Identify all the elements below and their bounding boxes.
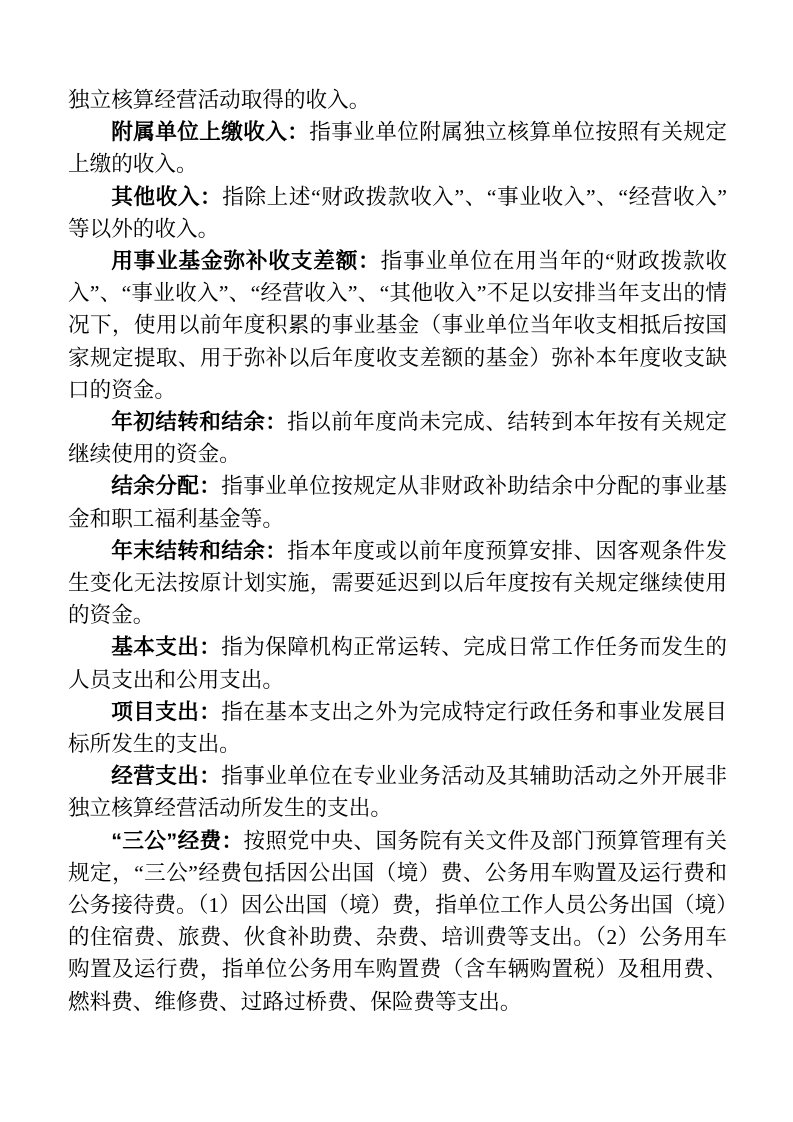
definition-term: “三公”经费：: [111, 827, 244, 853]
definition-paragraph: [68, 825, 727, 1018]
definition-term: 经营支出：: [111, 763, 222, 789]
definition-text: 指在基本支出之外为完成特定行政任务和事业发展目标所发生的支出。: [68, 699, 727, 757]
definition-paragraph: [68, 631, 727, 695]
definition-paragraph: [68, 470, 727, 534]
definition-term: 结余分配：: [111, 473, 222, 499]
definition-term: 附属单位上缴收入：: [111, 119, 310, 145]
definition-text: 指以前年度尚未完成、结转到本年按有关规定继续使用的资金。: [68, 410, 727, 467]
definition-paragraph: [68, 181, 727, 245]
definition-term: 项目支出：: [111, 698, 222, 724]
paragraph-list: [68, 116, 727, 1018]
definition-paragraph: [68, 535, 727, 632]
definition-term: 用事业基金弥补收支差额：: [111, 248, 381, 274]
definition-text: 指事业单位在用当年的“财政拨款收入”、“事业收入”、“经营收入”、“其他收入”不足以安排当年支出的情况下，使用以前年度积累的事业基金（事业单位当年收支相抵后按国家规定提取、用于弥补以后年度收支差额的基金）弥补本年度收支缺口的资金。: [68, 249, 727, 402]
definition-text: 指事业单位按规定从非财政补助结余中分配的事业基金和职工福利基金等。: [68, 474, 727, 531]
definition-paragraph: [68, 760, 727, 824]
definition-term: 年初结转和结余：: [111, 409, 288, 435]
definition-paragraph: [68, 116, 727, 180]
definition-text: 指本年度或以前年度预算安排、因客观条件发生变化无法按原计划实施，需要延迟到以后年度按有关规定继续使用的资金。: [68, 538, 727, 628]
definition-text: 指事业单位附属独立核算单位按照有关规定上缴的收入。: [68, 120, 727, 177]
definition-term: 年末结转和结余：: [111, 537, 288, 563]
paragraph-continuation: 独立核算经营活动取得的收入。: [68, 88, 371, 112]
definition-text: 按照党中央、国务院有关文件及部门预算管理有关规定，“三公”经费包括因公出国（境）费、公务用车购置及运行费和公务接待费。（1）因公出国（境）费，指单位工作人员公务出国（境）的住宿费、旅费、伙食补助费、杂费、培训费等支出。（2）公务用车购置及运行费，指单位公务用车购置费（含车辆购置税）及租用费、燃料费、维修费、过路过桥费、保险费等支出。: [68, 828, 727, 1014]
definition-paragraph: [68, 245, 727, 406]
definition-paragraph: [68, 696, 727, 760]
definition-paragraph: [68, 406, 727, 470]
text-block: [68, 84, 727, 1018]
definition-text: 指为保障机构正常运转、完成日常工作任务而发生的人员支出和公用支出。: [68, 635, 727, 692]
definition-term: 基本支出：: [111, 634, 222, 660]
definition-term: 其他收入：: [111, 183, 223, 209]
definition-text: 指除上述“财政拨款收入”、“事业收入”、“经营收入”等以外的收入。: [68, 184, 727, 241]
definition-text: 指事业单位在专业业务活动及其辅助活动之外开展非独立核算经营活动所发生的支出。: [68, 764, 727, 821]
